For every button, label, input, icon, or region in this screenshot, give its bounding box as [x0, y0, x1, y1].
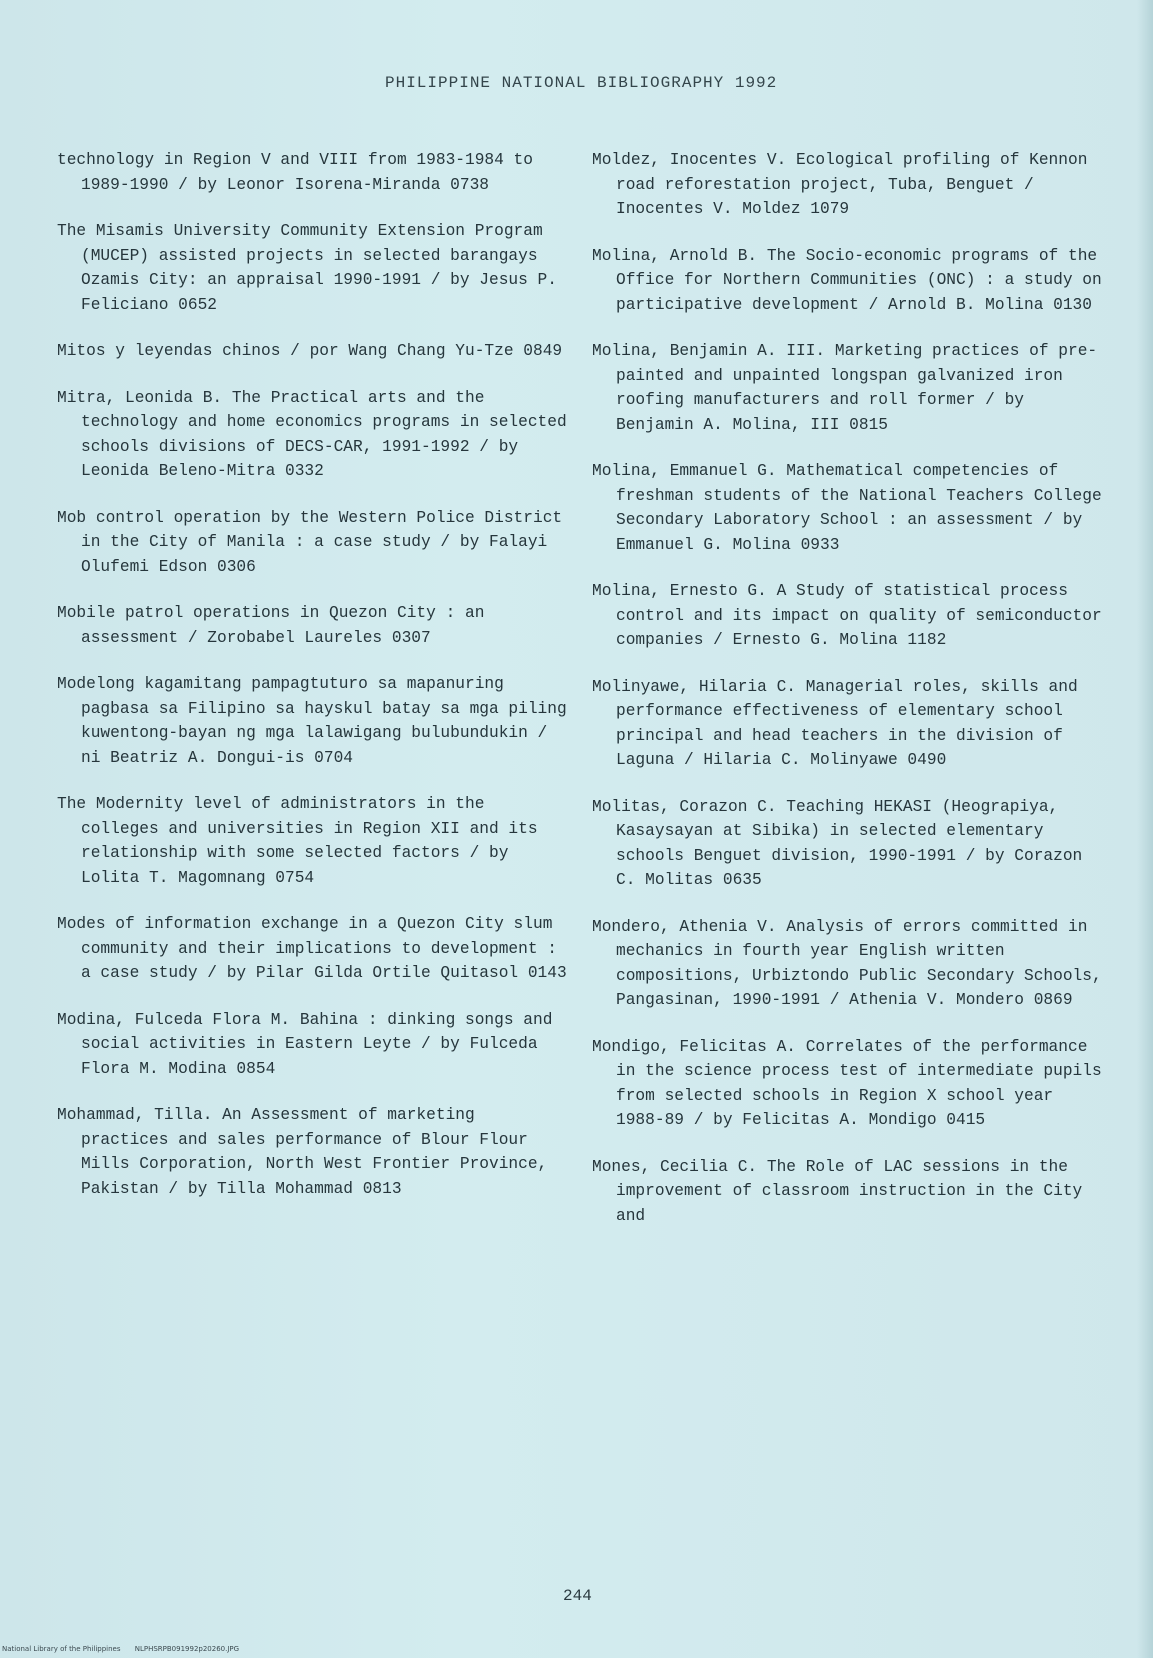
library-name: National Library of the Philippines	[2, 1645, 121, 1653]
bibliography-entry: Molina, Emmanuel G. Mathematical competencies of freshman students of the National Teachers College Secondary Laboratory School : an assessment / by Emmanuel G. Molina 0933	[592, 462, 1102, 554]
bibliography-entry: The Misamis University Community Extension Program (MUCEP) assisted projects in selected barangays Ozamis City: an appraisal 1990-1991 / by Jesus P. Feliciano 0652	[57, 222, 557, 314]
bibliography-entry: Modina, Fulceda Flora M. Bahina : dinking songs and social activities in Eastern Leyte / by Fulceda Flora M. Modina 0854	[57, 1010, 553, 1078]
bibliography-entry: Mondero, Athenia V. Analysis of errors committed in mechanics in fourth year English written compositions, Urbiztondo Public Secondary Schools, Pangasinan, 1990-1991 / Athenia V. Mondero 0869	[592, 917, 1102, 1009]
scan-footer	[2, 1645, 239, 1653]
scan-filename: NLPHSRPB091992p20260.JPG	[134, 1645, 240, 1653]
bibliography-entry: Modes of information exchange in a Quezon City slum community and their implications to development : a case study / by Pilar Gilda Ortile Quitasol 0143	[57, 915, 567, 982]
bibliography-entry: Mitos y leyendas chinos / por Wang Chang Yu-Tze 0849	[57, 342, 563, 360]
bibliography-entry: Molina, Arnold B. The Socio-economic programs of the Office for Northern Communities (ONC) : a study on participative development / Arnold B. Molina 0130	[592, 246, 1102, 314]
bibliography-entry: Mondigo, Felicitas A. Correlates of the performance in the science process test of intermediate pupils from selected schools in Region X school year 1988-89 / by Felicitas A. Mondigo 0415	[592, 1037, 1102, 1129]
page-number: 244	[563, 1587, 592, 1605]
right-column	[592, 148, 1102, 1250]
bibliography-entry: Mobile patrol operations in Quezon City : an assessment / Zorobabel Laureles 0307	[57, 604, 485, 647]
bibliography-entry: Mitra, Leonida B. The Practical arts and the technology and home economics programs in selected schools divisions of DECS-CAR, 1991-1992 / by Leonida Beleno-Mitra 0332	[57, 388, 567, 480]
bibliography-entry: Mones, Cecilia C. The Role of LAC sessions in the improvement of classroom instruction in the City and	[592, 1157, 1083, 1225]
page-header: PHILIPPINE NATIONAL BIBLIOGRAPHY 1992	[385, 74, 778, 92]
bibliography-entry: Molina, Ernesto G. A Study of statistical process control and its impact on quality of semiconductor companies / Ernesto G. Molina 1182	[592, 582, 1102, 649]
bibliography-entry: Molitas, Corazon C. Teaching HEKASI (Heograpiya, Kasaysayan at Sibika) in selected elementary schools Benguet division, 1990-1991 / by Corazon C. Molitas 0635	[592, 797, 1083, 889]
bibliography-entry: Mob control operation by the Western Police District in the City of Manila : a case study / by Falayi Olufemi Edson 0306	[57, 508, 563, 576]
bibliography-entry: Molinyawe, Hilaria C. Managerial roles, skills and performance effectiveness of elementary school principal and head teachers in the division of Laguna / Hilaria C. Molinyawe 0490	[592, 677, 1078, 769]
bibliography-entry: Molina, Benjamin A. III. Marketing practices of pre-painted and unpainted longspan galvanized iron roofing manufacturers and roll former / by Benjamin A. Molina, III 0815	[592, 342, 1098, 434]
bibliography-entry: technology in Region V and VIII from 1983-1984 to 1989-1990 / by Leonor Isorena-Miranda 0738	[57, 151, 533, 194]
bibliography-entry: Modelong kagamitang pampagtuturo sa mapanuring pagbasa sa Filipino sa hayskul batay sa mga piling kuwentong-bayan ng mga lalawigang bulubundukin / ni Beatriz A. Dongui-is 0704	[57, 675, 567, 767]
page-edge-shadow	[1137, 0, 1153, 1658]
bibliography-entry: Mohammad, Tilla. An Assessment of marketing practices and sales performance of Blour Flour Mills Corporation, North West Frontier Province, Pakistan / by Tilla Mohammad 0813	[57, 1106, 548, 1198]
bibliography-entry: The Modernity level of administrators in the colleges and universities in Region XII and its relationship with some selected factors / by Lolita T. Magomnang 0754	[57, 795, 538, 887]
bibliography-entry: Moldez, Inocentes V. Ecological profiling of Kennon road reforestation project, Tuba, Benguet / Inocentes V. Moldez 1079	[592, 151, 1088, 218]
left-column	[57, 148, 567, 1223]
